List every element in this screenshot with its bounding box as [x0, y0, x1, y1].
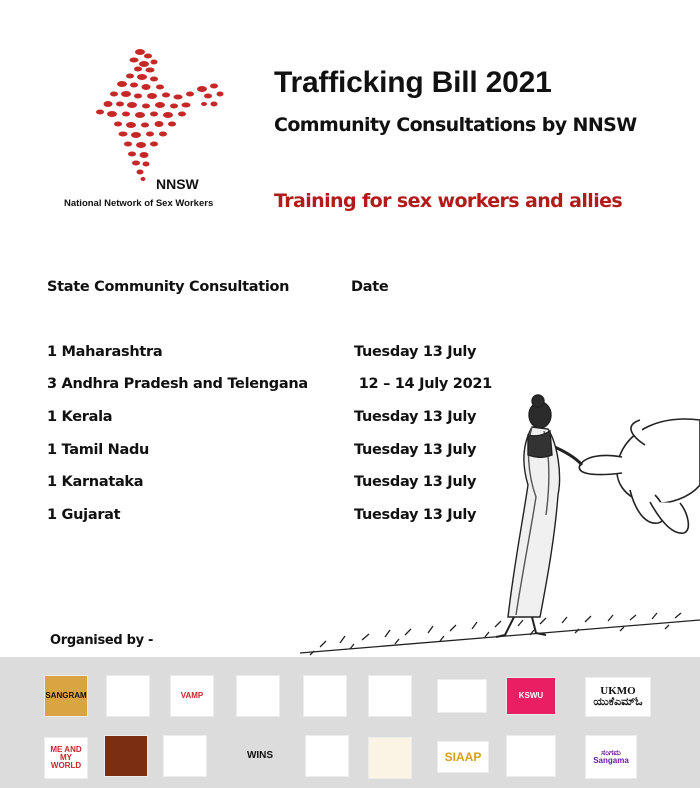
partner-logo: [104, 735, 148, 777]
partner-logo: [303, 675, 347, 717]
partner-logo: ME AND MY WORLD: [44, 737, 88, 779]
row-state: 1 Tamil Nadu: [47, 442, 150, 458]
partner-logo: [305, 735, 349, 777]
column-header-state: State Community Consultation: [47, 279, 290, 295]
partner-logo: VAMP: [170, 675, 214, 717]
row-state: 1 Maharashtra: [47, 344, 163, 360]
row-date: 12 – 14 July 2021: [354, 376, 492, 392]
row-date: Tuesday 13 July: [354, 474, 477, 490]
page-title: Trafficking Bill 2021: [274, 66, 552, 99]
logo-abbreviation: NNSW: [156, 176, 199, 192]
india-map-icon: [68, 42, 228, 182]
row-state: 3 Andhra Pradesh and Telengana: [47, 376, 308, 392]
organised-by-label: Organised by -: [50, 633, 154, 648]
row-state: 1 Kerala: [47, 409, 113, 425]
partner-logo: [106, 675, 150, 717]
partner-logo: WINS: [238, 735, 282, 777]
tagline: Training for sex workers and allies: [274, 190, 623, 212]
row-date: Tuesday 13 July: [354, 507, 477, 523]
partner-logo: [368, 737, 412, 779]
table-row: [0, 344, 520, 366]
partner-logo: [236, 675, 280, 717]
logo-full-name: National Network of Sex Workers: [64, 198, 214, 209]
row-date: Tuesday 13 July: [354, 442, 477, 458]
row-state: 1 Gujarat: [47, 507, 121, 523]
page-subtitle: Community Consultations by NNSW: [274, 114, 637, 136]
partner-logo: ಸಂಗಮ Sangama: [585, 735, 637, 779]
column-header-date: Date: [351, 279, 389, 295]
woman-led-by-giant-hand-illustration: [300, 385, 700, 660]
nnsw-logo: [58, 42, 238, 212]
partner-logo: KSWU: [506, 677, 556, 715]
partner-logo-strip: [0, 657, 700, 788]
partner-logo: SIAAP: [437, 741, 489, 773]
partner-logo: [506, 735, 556, 777]
partner-logo: SANGRAM: [44, 675, 88, 717]
partner-logo: UKMO ಯುಕೆಎಮ್ಓ: [585, 677, 651, 717]
partner-logo: [437, 679, 487, 713]
partner-logo: [368, 675, 412, 717]
row-state: 1 Karnataka: [47, 474, 144, 490]
row-date: Tuesday 13 July: [354, 344, 477, 360]
row-date: Tuesday 13 July: [354, 409, 477, 425]
partner-logo: [163, 735, 207, 777]
